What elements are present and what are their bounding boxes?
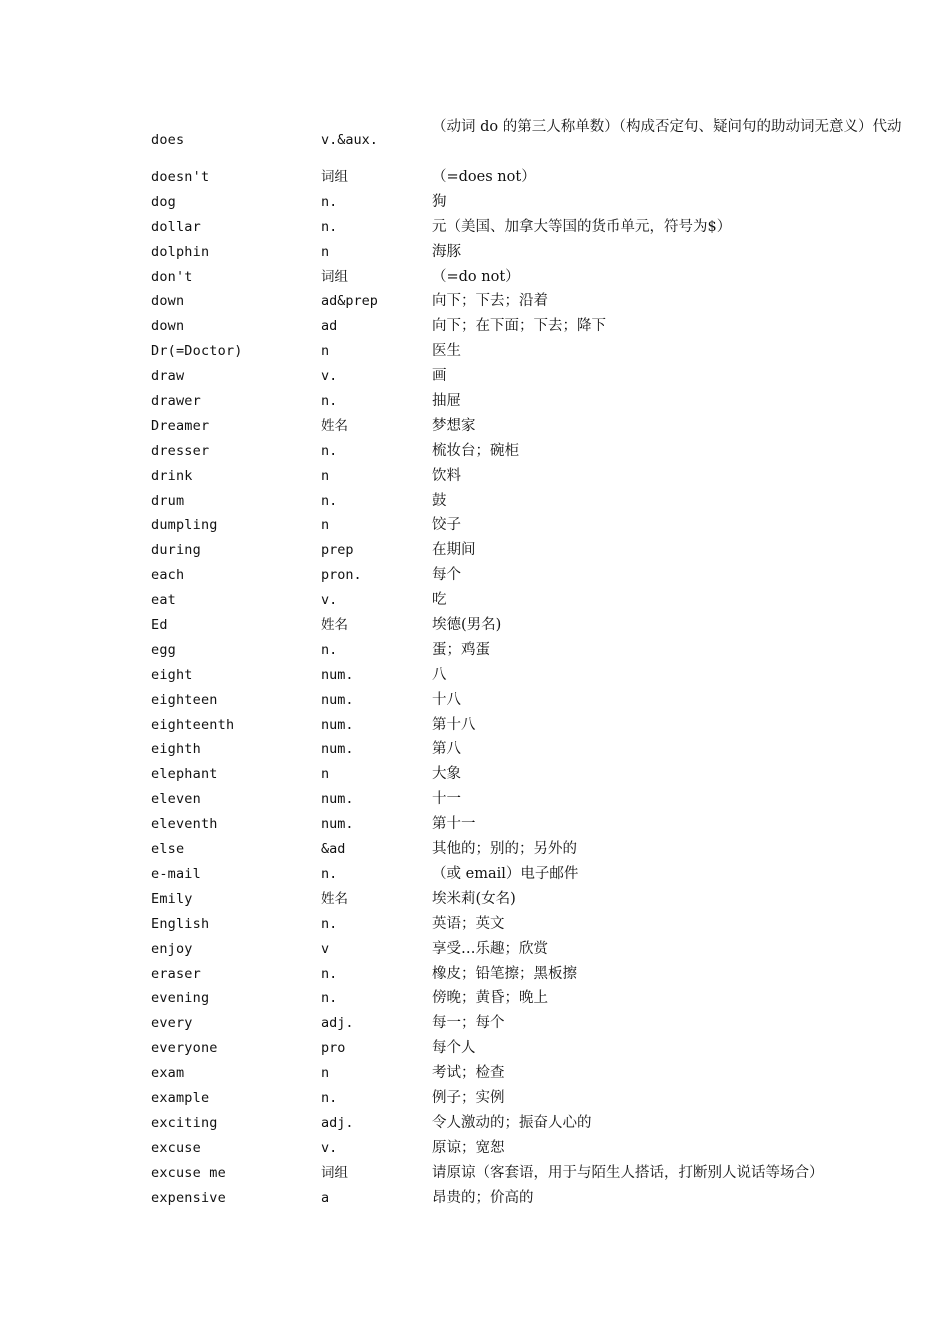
vocab-row <box>151 1111 950 1136</box>
vocab-row <box>151 339 950 364</box>
vocab-meaning: 画 <box>432 368 447 385</box>
vocab-part-of-speech: n <box>321 1065 330 1082</box>
vocab-meaning: 梦想家 <box>432 417 476 434</box>
vocab-part-of-speech: n. <box>321 865 338 882</box>
vocab-meaning: 埃德(男名) <box>432 617 502 634</box>
vocab-word: drum <box>151 492 185 509</box>
vocab-part-of-speech: 词组 <box>321 169 348 185</box>
vocab-row <box>151 837 950 862</box>
vocab-row <box>151 513 950 538</box>
vocab-part-of-speech: 姓名 <box>321 890 348 907</box>
vocab-meaning: 大象 <box>432 766 461 783</box>
vocab-part-of-speech: n. <box>321 492 338 509</box>
vocab-row <box>151 1161 950 1186</box>
vocab-part-of-speech: n <box>321 766 330 783</box>
vocab-part-of-speech: num. <box>321 741 354 758</box>
vocab-meaning: 元（美国、加拿大等国的货币单元，符号为$） <box>432 218 732 235</box>
vocab-word: evening <box>151 990 210 1007</box>
vocab-meaning: （或 email）电子邮件 <box>432 865 579 882</box>
vocab-row <box>151 937 950 962</box>
vocab-part-of-speech: v. <box>321 1139 338 1156</box>
vocab-word: down <box>151 293 185 310</box>
vocab-row <box>151 464 950 489</box>
vocab-meaning: 橡皮；铅笔擦；黑板擦 <box>432 965 577 982</box>
vocab-row <box>151 1011 950 1036</box>
vocab-meaning: 请原谅（客套语，用于与陌生人搭话，打断别人说话等场合） <box>432 1164 824 1181</box>
vocab-meaning: 十八 <box>432 691 461 708</box>
vocab-word: exam <box>151 1065 185 1082</box>
vocab-part-of-speech: num. <box>321 691 354 708</box>
vocab-meaning: 吃 <box>432 592 447 609</box>
vocab-row <box>151 887 950 912</box>
vocab-part-of-speech: v.&aux. <box>321 132 378 148</box>
vocab-row <box>151 190 950 215</box>
vocab-row <box>151 862 950 887</box>
vocab-part-of-speech: n <box>321 243 330 260</box>
vocab-word: expensive <box>151 1189 226 1206</box>
vocab-meaning: 其他的；别的；另外的 <box>432 841 577 858</box>
vocab-meaning: 抽屉 <box>432 393 461 410</box>
vocab-row <box>151 713 950 738</box>
vocab-part-of-speech: n. <box>321 915 338 932</box>
vocab-row <box>151 1036 950 1061</box>
vocab-meaning: 向下；下去；沿着 <box>432 293 548 310</box>
vocab-row <box>151 638 950 663</box>
vocab-word: doesn't <box>151 169 210 185</box>
vocab-row <box>151 1186 950 1211</box>
vocab-word: elephant <box>151 766 218 783</box>
vocab-row <box>151 962 950 987</box>
vocab-word: during <box>151 542 201 559</box>
vocab-row <box>151 289 950 314</box>
vocab-word: drawer <box>151 393 201 410</box>
vocab-row <box>151 389 950 414</box>
vocab-row <box>151 812 950 837</box>
vocab-word: eleven <box>151 791 201 808</box>
vocab-word: dolphin <box>151 243 210 260</box>
vocab-row <box>151 986 950 1011</box>
vocab-word: excuse <box>151 1139 201 1156</box>
vocab-word: eighteenth <box>151 716 235 733</box>
vocab-meaning: （动词 do 的第三人称单数）（构成否定句、疑问句的助动词无意义）代动 <box>432 119 902 135</box>
vocab-part-of-speech: &ad <box>321 841 346 858</box>
vocab-meaning: 蛋；鸡蛋 <box>432 641 490 658</box>
vocab-meaning: 第八 <box>432 741 461 758</box>
vocab-word: egg <box>151 641 176 658</box>
vocab-row <box>151 165 950 190</box>
vocab-word: Dreamer <box>151 417 210 434</box>
vocab-part-of-speech: 词组 <box>321 268 348 285</box>
vocab-meaning: 梳妆台；碗柜 <box>432 442 519 459</box>
vocab-row <box>151 762 950 787</box>
vocab-word: down <box>151 318 185 335</box>
vocab-part-of-speech: num. <box>321 666 354 683</box>
vocab-meaning: （=do not） <box>432 268 520 285</box>
vocab-word: don't <box>151 268 193 285</box>
vocab-meaning: 在期间 <box>432 542 476 559</box>
vocab-meaning: 埃米莉(女名) <box>432 890 516 907</box>
vocab-meaning: 每个人 <box>432 1040 476 1057</box>
vocab-row <box>151 737 950 762</box>
vocab-part-of-speech: n <box>321 517 330 534</box>
vocab-word: Ed <box>151 617 168 634</box>
vocab-row <box>151 1086 950 1111</box>
vocab-part-of-speech: pron. <box>321 567 362 584</box>
vocab-meaning: 傍晚；黄昏；晚上 <box>432 990 548 1007</box>
vocab-part-of-speech: adj. <box>321 1015 354 1032</box>
vocab-row <box>151 414 950 439</box>
vocab-row <box>151 538 950 563</box>
vocab-meaning: 海豚 <box>432 243 461 260</box>
vocab-part-of-speech: n. <box>321 393 338 410</box>
vocab-part-of-speech: n. <box>321 641 338 658</box>
vocab-row <box>151 314 950 339</box>
vocab-word: everyone <box>151 1040 218 1057</box>
vocab-meaning: 第十八 <box>432 716 476 733</box>
vocab-word: dog <box>151 193 176 210</box>
vocab-word: dresser <box>151 442 210 459</box>
vocab-word: does <box>151 132 185 148</box>
vocab-word: dollar <box>151 218 201 235</box>
vocab-part-of-speech: n. <box>321 965 338 982</box>
vocab-part-of-speech: v. <box>321 592 338 609</box>
vocab-meaning: 例子；实例 <box>432 1089 505 1106</box>
vocab-word: eleventh <box>151 816 218 833</box>
vocab-part-of-speech: n. <box>321 193 338 210</box>
vocab-word: else <box>151 841 185 858</box>
vocab-meaning: 十一 <box>432 791 461 808</box>
vocab-part-of-speech: num. <box>321 791 354 808</box>
vocab-part-of-speech: num. <box>321 816 354 833</box>
vocab-word: dumpling <box>151 517 218 534</box>
vocab-part-of-speech: a <box>321 1189 330 1206</box>
vocab-row <box>151 912 950 937</box>
vocab-meaning: 享受…乐趣；欣赏 <box>432 940 548 957</box>
vocab-row <box>151 1061 950 1086</box>
vocab-row <box>151 115 950 165</box>
vocab-meaning: 昂贵的；价高的 <box>432 1189 534 1206</box>
vocab-part-of-speech: ad <box>321 318 338 335</box>
vocab-meaning: 狗 <box>432 193 447 210</box>
vocab-meaning: 八 <box>432 666 447 683</box>
vocab-part-of-speech: adj. <box>321 1114 354 1131</box>
vocab-part-of-speech: 词组 <box>321 1164 348 1181</box>
vocab-meaning: 每一；每个 <box>432 1015 505 1032</box>
vocab-part-of-speech: n <box>321 343 330 360</box>
vocab-meaning: 每个 <box>432 567 461 584</box>
vocab-row <box>151 439 950 464</box>
vocab-part-of-speech: n. <box>321 990 338 1007</box>
vocab-row <box>151 489 950 514</box>
vocab-word: draw <box>151 368 185 385</box>
vocab-row <box>151 663 950 688</box>
vocab-part-of-speech: n. <box>321 1089 338 1106</box>
vocab-part-of-speech: pro <box>321 1040 346 1057</box>
vocab-row <box>151 688 950 713</box>
vocab-word: each <box>151 567 185 584</box>
vocab-word: enjoy <box>151 940 193 957</box>
vocab-word: drink <box>151 467 193 484</box>
vocab-row <box>151 215 950 240</box>
vocab-part-of-speech: ad&prep <box>321 293 378 310</box>
vocab-word: eat <box>151 592 176 609</box>
vocab-row <box>151 613 950 638</box>
vocab-word: Dr(=Doctor) <box>151 343 243 360</box>
vocab-part-of-speech: prep <box>321 542 354 559</box>
vocab-word: English <box>151 915 210 932</box>
vocab-word: eraser <box>151 965 201 982</box>
vocab-meaning: 饮料 <box>432 467 461 484</box>
vocab-word: every <box>151 1015 193 1032</box>
vocab-word: Emily <box>151 890 193 907</box>
vocab-row <box>151 787 950 812</box>
vocab-word: example <box>151 1089 210 1106</box>
vocab-part-of-speech: num. <box>321 716 354 733</box>
vocab-row <box>151 563 950 588</box>
vocab-meaning: 饺子 <box>432 517 461 534</box>
vocab-part-of-speech: 姓名 <box>321 617 348 634</box>
vocab-word: eighth <box>151 741 201 758</box>
vocab-meaning: 向下；在下面；下去；降下 <box>432 318 606 335</box>
vocabulary-table <box>151 115 950 1210</box>
vocab-row <box>151 265 950 290</box>
vocab-word: exciting <box>151 1114 218 1131</box>
vocab-part-of-speech: 姓名 <box>321 417 348 434</box>
vocab-part-of-speech: n. <box>321 442 338 459</box>
vocab-meaning: 原谅；宽恕 <box>432 1139 505 1156</box>
vocab-part-of-speech: v <box>321 940 330 957</box>
vocab-word: excuse me <box>151 1164 226 1181</box>
vocab-row <box>151 1136 950 1161</box>
vocab-meaning: 英语；英文 <box>432 915 505 932</box>
vocab-word: e-mail <box>151 865 201 882</box>
vocab-meaning: 考试；检查 <box>432 1065 505 1082</box>
vocab-part-of-speech: n. <box>321 218 338 235</box>
vocab-part-of-speech: v. <box>321 368 338 385</box>
vocab-meaning: （=does not） <box>432 169 536 185</box>
vocab-meaning: 鼓 <box>432 492 447 509</box>
vocab-part-of-speech: n <box>321 467 330 484</box>
vocab-row <box>151 240 950 265</box>
vocab-meaning: 医生 <box>432 343 461 360</box>
vocab-row <box>151 364 950 389</box>
vocab-word: eighteen <box>151 691 218 708</box>
vocab-meaning: 令人激动的；振奋人心的 <box>432 1114 592 1131</box>
vocab-meaning: 第十一 <box>432 816 476 833</box>
vocab-row <box>151 588 950 613</box>
vocab-word: eight <box>151 666 193 683</box>
